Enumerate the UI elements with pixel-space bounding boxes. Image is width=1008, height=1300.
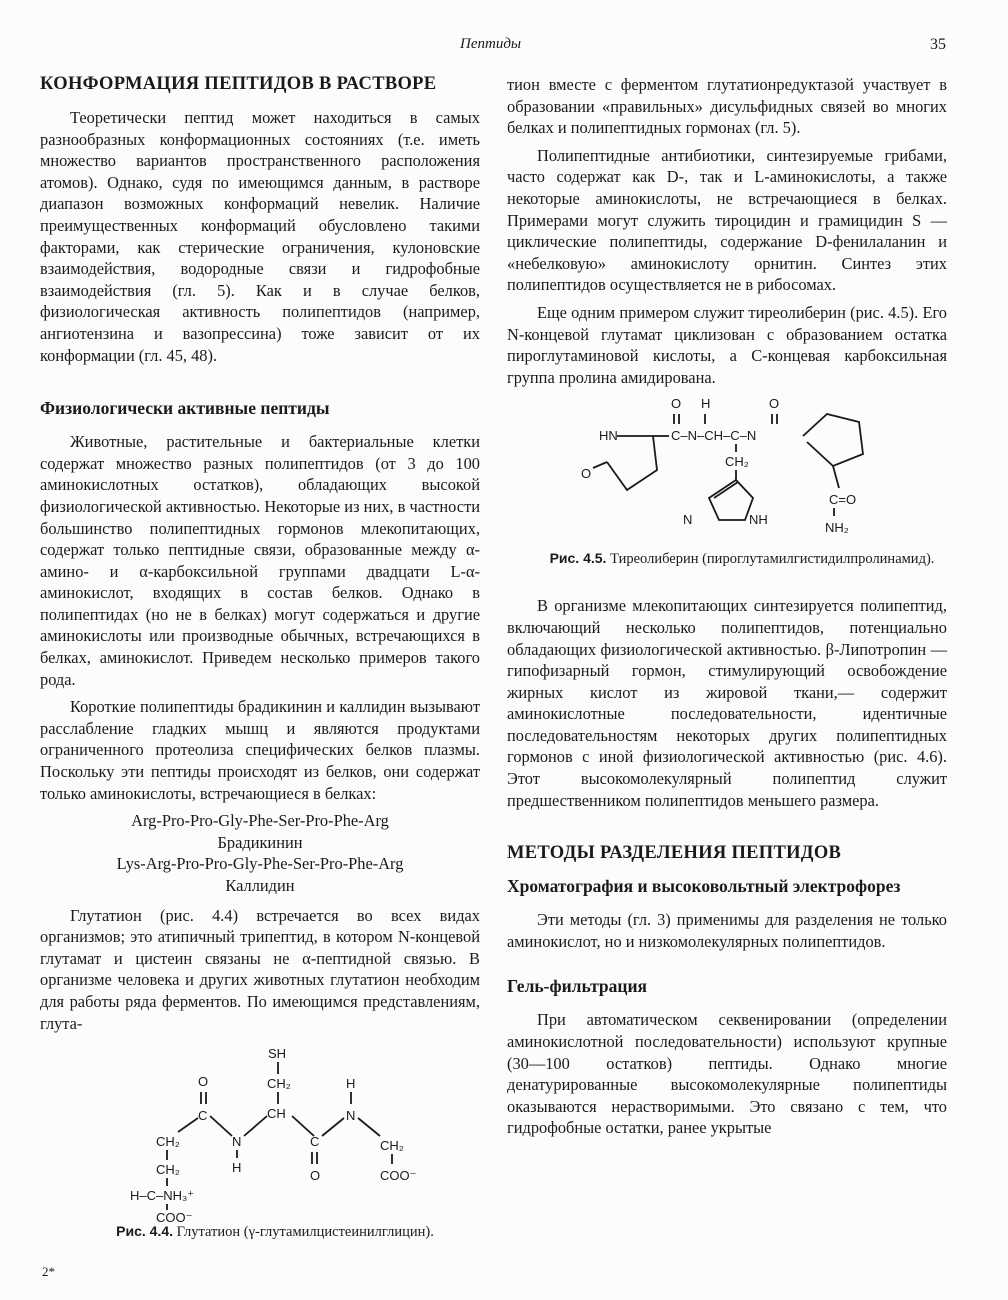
heading-chromatography: Хроматография и высоковольтный электрофорез [507, 876, 901, 897]
paragraph-bradykinin: Короткие полипептиды брадикинин и каллидин вызывают расслабление гладких мышц и являются продуктами ограниченного протеолиза специфических белков плазмы. Поскольку эти пептиды происходят из белков, они содержат только аминокислоты, встречающиеся в белках: [40, 697, 480, 803]
atom-coo-glu: COO⁻ [156, 1210, 193, 1226]
atom-nh-imid: NH [749, 512, 768, 528]
atom-ch2: CH₂ [725, 454, 749, 470]
paragraph-glutathione: Глутатион (рис. 4.4) встречается во всех видах организмов; это атипичный трипептид, в котором N-концевой глутамат и цистеин связаны не α-пептидной связью. В организме человека и других животных глутатион необходим для работы ряда ферментов. По имеющимся представлениям, глута- [40, 905, 480, 1033]
heading-active-peptides: Физиологически активные пептиды [40, 398, 330, 419]
paragraph-active-peptides: Животные, растительные и бактериальные клетки содержат множество разных полипептидов (от 3 до 100 аминокислотных остатков), обладающих высокой физиологической активностью. Некоторые из них, в частности большинство полипептидных гормонов млекопитающих, содержат только пептидные связи, образованные между α-амино- и α-карбоксильной группами двадцати L-α-аминокислот, входящих в состав белков. Однако в полипептидах (но не в белках) могут содержаться и другие аминокислоты или производные обычных, встречающихся в белках, аминокислот. Приведем несколько примеров такого рода. [40, 432, 480, 689]
paragraph-antibiotics: Полипептидные антибиотики, синтезируемые грибами, часто содержат как D-, так и L-аминокислоты, а также некоторые аминокислоты, не встречающиеся в белках. Примерами могут служить тироцидин и грамицидин S — циклические полипептиды, содержание D-фенилаланин и «небелковую» аминокислоту орнитин. Синтез этих полипептидов осуществляется не в рибосомах. [507, 145, 947, 295]
left-column [40, 74, 480, 1242]
atom-n-1: N [232, 1134, 242, 1150]
atom-n-imid: N [683, 512, 693, 528]
paragraph-glutathione-cont: тион вместе с ферментом глутатионредуктазой участвует в образовании «правильных» дисульфидных связей во многих белках и полипептидных гормонах (гл. 5). [507, 75, 947, 138]
paragraph-gel-filtration: При автоматическом секвенировании (определении аминокислотной последовательности) используют крупные (30—100 остатков) пептиды. Однако многие денатурированные высокомолекулярные полипептиды оказываются нерастворимыми. Это связано с тем, что гидрофобные остатки, ранее укрытые [507, 1010, 947, 1138]
paragraph-lipotropin: В организме млекопитающих синтезируется полипептид, включающий несколько полипептидов, потенциально обладающих физиологической активностью. β-Липотропин — гипофизарный гормон, стимулирующий освобождение жирных кислот из жировой ткани,— содержит аминокислотные последовательности, идентичные последовательностям некоторых других полипептидных гормонов с иной физиологической активностью (рис. 4.6). Этот высокомолекулярный полипептид служит предшественником полипептидов меньшего размера. [507, 596, 947, 810]
figure-thyroliberin [507, 394, 947, 542]
atom-o-ring: O [581, 466, 592, 482]
caption-fig-4-5-label: Рис. 4.5. [549, 550, 607, 567]
atom-ch2-glu-2: CH₂ [156, 1162, 180, 1178]
atom-h: H [701, 396, 711, 412]
name-kallidin: Каллидин [225, 876, 295, 895]
name-bradykinin: Брадикинин [217, 832, 303, 852]
atom-c-2: C [310, 1134, 320, 1150]
page-number: 35 [930, 36, 946, 53]
atom-hn: HN [599, 428, 618, 444]
atom-ch-cys: CH [267, 1106, 286, 1122]
atom-o-1: O [671, 396, 682, 412]
caption-fig-4-5-text: Тиреолиберин (пироглутамилгистидилпролинамид). [610, 551, 935, 568]
atom-h-1: H [232, 1160, 242, 1176]
heading-methods: МЕТОДЫ РАЗДЕЛЕНИЯ ПЕПТИДОВ [507, 843, 842, 864]
signature-mark: 2* [42, 1264, 55, 1279]
atom-chain: C–N–CH–C–N [671, 428, 757, 444]
running-header [0, 36, 1008, 56]
right-column [507, 74, 947, 1145]
caption-fig-4-5 [507, 549, 947, 569]
heading-conformation: КОНФОРМАЦИЯ ПЕПТИДОВ В РАСТВОРЕ [40, 74, 437, 94]
atom-h-2: H [346, 1076, 356, 1092]
atom-nh2: NH₂ [825, 520, 849, 536]
paragraph-chromatography: Эти методы (гл. 3) применимы для разделения не только аминокислот, но и низкомолекулярных полипептидов. [507, 910, 947, 951]
paragraph-thyroliberin: Еще одним примером служит тиреолиберин (рис. 4.5). Его N-концевой глутамат циклизован с образованием остатка пироглутаминовой кислоты, а C-концевая карбоксильная группа пролина амидирована. [507, 302, 947, 387]
sequence-bradykinin: Arg-Pro-Pro-Gly-Phe-Ser-Pro-Phe-Arg [131, 811, 389, 831]
atom-ch2-cys: CH₂ [267, 1076, 291, 1092]
atom-n-2: N [346, 1108, 356, 1124]
atom-ch2-gly: CH₂ [380, 1138, 404, 1154]
atom-hc-nh3: H–C–NH₃⁺ [130, 1188, 195, 1204]
atom-o-1: O [198, 1074, 209, 1090]
paragraph-conformation: Теоретически пептид может находиться в самых разнообразных конформационных состояниях (т.е. иметь множество вариантов пространственного расположения атомов). Однако, судя по имеющимся данным, в растворе диапазон возможных конформаций невелик. Наличие преимущественных конформаций обусловлено такими факторами, как стерические ограничения, кулоновские взаимодействия, водородные связи и гидрофобные взаимодействия (гл. 5). Как и в случае белков, физиологическая активность полипептидов (например, ангиотензина и вазопрессина) тоже зависит от их конформации (гл. 45, 48). [40, 108, 480, 365]
caption-fig-4-4 [40, 1222, 480, 1242]
caption-fig-4-4-text: Глутатион (γ-глутамилцистеинилглицин). [176, 1224, 434, 1241]
heading-gel-filtration: Гель-фильтрация [507, 976, 647, 997]
atom-coo-gly: COO⁻ [380, 1168, 417, 1184]
figure-glutathione [40, 1040, 480, 1226]
atom-o-2: O [310, 1168, 321, 1184]
atom-c-eq-o: C=O [829, 492, 857, 508]
sequence-kallidin: Lys-Arg-Pro-Pro-Gly-Phe-Ser-Pro-Phe-Arg [116, 854, 404, 874]
atom-o-2: O [769, 396, 780, 412]
atom-ch2-glu-1: CH₂ [156, 1134, 180, 1150]
caption-fig-4-4-label: Рис. 4.4. [116, 1223, 174, 1240]
atom-c-1: C [198, 1108, 208, 1124]
atom-sh: SH [268, 1046, 287, 1062]
running-title: Пептиды [460, 36, 522, 52]
